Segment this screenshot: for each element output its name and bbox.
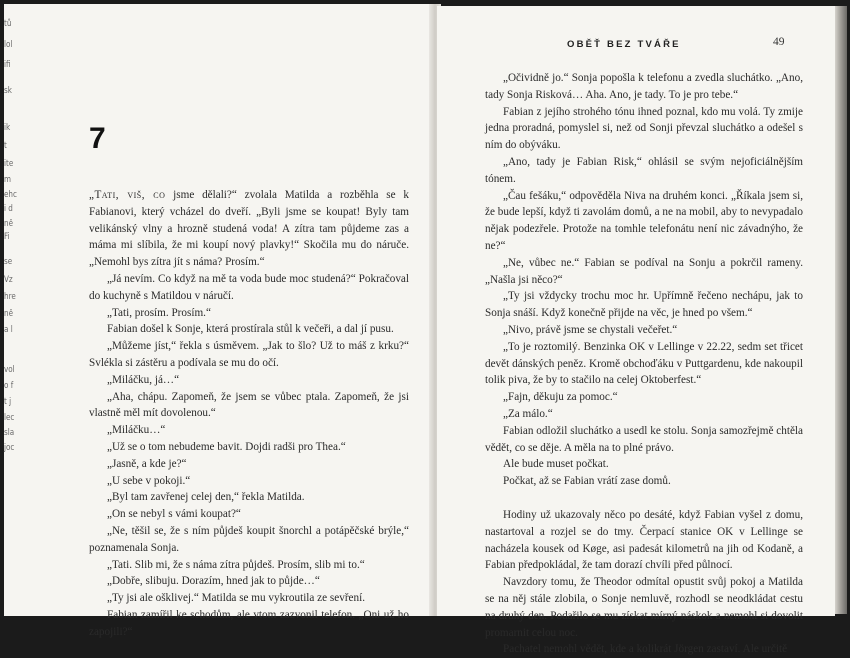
paragraph	[485, 104, 803, 154]
left-page	[4, 4, 434, 638]
paragraph-lead: „Tati, viš, co	[89, 189, 166, 201]
paragraph	[89, 456, 409, 473]
paragraph	[89, 338, 409, 372]
paragraph	[89, 607, 409, 641]
previous-page-text-fragment: se	[4, 257, 13, 267]
paragraph-text: „Jasně, a kde je?“	[107, 457, 187, 470]
right-page-text	[485, 70, 803, 658]
previous-page-text-fragment: joc	[4, 443, 15, 453]
paragraph-text: Počkat, až se Fabian vrátí zase domů.	[503, 475, 671, 488]
previous-page-text-fragment: ite	[4, 159, 14, 169]
paragraph	[485, 255, 803, 289]
paragraph-text: Fabian odložil sluchátko a usedl ke stolu. Sonja samozřejmě chtěla vědět, co se děje. A měla na to plné právo.	[485, 424, 803, 454]
paragraph	[89, 473, 409, 490]
paragraph-text: „Ne, těšil se, že s ním půjdeš koupit šnorchl a potápěčské brýle,“ poznamenala Sonja.	[89, 524, 409, 554]
previous-page-text-fragment: sk	[4, 86, 12, 96]
paragraph-text: Ale bude muset počkat.	[503, 458, 609, 471]
paragraph	[485, 423, 803, 457]
paragraph-text: „Čau fešáku,“ odpověděla Niva na druhém konci. „Říkala jsem si, že bude lepší, když ti zavolám domů, a ne na mobil, aby to nevypadalo nějak podezřele. Protože na tomhle telefonátu není nic závadnýho, že ne?“	[485, 189, 803, 252]
previous-page-text-fragment: Fi	[4, 232, 10, 242]
paragraph-text: „On se nebyl s vámi koupat?“	[107, 508, 241, 521]
paragraph-text: Fabian z jejího strohého tónu ihned poznal, kdo mu volá. Ty zmije jedna proradná, pomyslel si, než od Sonji převzal sluchátko a odešel s ním do obýváku.	[485, 105, 803, 152]
paragraph	[89, 422, 409, 439]
paragraph-text: „Očividně jo.“ Sonja popošla k telefonu a zvedla sluchátko. „Ano, tady Sonja Risková… Aha. Ano, je tady. To je pro tebe.“	[485, 72, 803, 101]
previous-page-text-fragment: Vz	[4, 275, 13, 285]
paragraph	[89, 489, 409, 506]
paragraph	[89, 389, 409, 423]
paragraph-text: „U sebe v pokoji.“	[107, 474, 191, 487]
paragraph-text: „Ty jsi ale ošklivej.“ Matilda se mu vykroutila ze sevření.	[107, 592, 366, 605]
paragraph	[485, 322, 803, 339]
paragraph	[89, 523, 409, 557]
paragraph-text: „Aha, chápu. Zapomeň, že jsem se vůbec ptala. Zapomeň, že jsi vlastně měl mít dovolenou.“	[89, 390, 409, 420]
paragraph-text: „Tati, prosím. Prosím.“	[107, 306, 211, 319]
previous-page-text-fragment: sla	[4, 428, 15, 438]
paragraph-text: „Můžeme jíst,“ řekla s úsměvem. „Jak to šlo? Už to máš z krku?“ Svlékla si zástěru a podívala se mu do očí.	[89, 340, 409, 369]
paragraph	[485, 456, 803, 473]
paragraph-text: „Já nevím. Co když na mě ta voda bude moc studená?“ Pokračoval do kuchyně s Matildou v náručí.	[89, 272, 409, 302]
paragraph-text: „Ty jsi vždycky trochu moc hr. Upřímně řečeno nechápu, jak to Sonja snáší. Když konečně přijde na věc, je hned po všem.“	[485, 290, 803, 320]
paragraph	[89, 590, 409, 607]
paragraph	[485, 70, 803, 104]
paragraph-text: „Fajn, děkuju za pomoc.“	[503, 391, 618, 404]
previous-page-text-fragment: hre	[4, 292, 16, 302]
paragraph	[89, 573, 409, 590]
previous-page-text-fragment: m	[4, 175, 12, 185]
left-page-text	[89, 187, 409, 641]
paragraph	[485, 574, 803, 641]
previous-page-text-fragment: lol	[4, 40, 13, 50]
previous-page-text-fragment: vol	[4, 365, 15, 375]
paragraph-text: „Ne, vůbec ne.“ Fabian se podíval na Sonju a pokrčil rameny. „Našla jsi něco?“	[485, 256, 803, 286]
paragraph	[89, 439, 409, 456]
paragraph-text: „Ano, tady je Fabian Risk,“ ohlásil se svým nejoficiálnějším tónem.	[485, 155, 803, 185]
paragraph	[485, 473, 803, 490]
paragraph	[89, 557, 409, 574]
previous-page-text-fragment: ifi	[4, 60, 11, 70]
paragraph	[89, 187, 409, 271]
paragraph	[485, 641, 803, 658]
paragraph	[89, 305, 409, 322]
paragraph	[89, 321, 409, 338]
paragraph-text: „To je roztomilý. Benzinka OK v Lellinge v 22.22, sedm set třicet devět dánských peněz. Kromě obchoďáku v Puttgardenu, kde nakoupil tolik piva, že by to stačilo na celej Oktoberfest.“	[485, 340, 803, 387]
previous-page-text-fragment: lec	[4, 413, 15, 423]
paragraph-text: „Už se o tom nebudeme bavit. Dojdi radši pro Thea.“	[107, 440, 346, 453]
paragraph-text: „Nivo, právě jsme se chystali večeřet.“	[503, 323, 678, 336]
paragraph	[89, 506, 409, 523]
paragraph-text: Fabian došel k Sonje, která prostírala stůl k večeři, a dal jí pusu.	[107, 323, 394, 336]
paragraph	[89, 372, 409, 389]
page-number: 49	[773, 36, 785, 48]
paragraph	[89, 271, 409, 305]
previous-page-text-fragment: t	[4, 141, 7, 151]
paragraph-text: jsme dělali?“ zvolala Matilda a rozběhla se k Fabianovi, který vcházel do dveří. „Byli jsme se koupat! Byly tam velikánský vlny a hrozně studená voda! A zítra tam půjdeme zas a máma mi slíbila, že mi koupí nový plavky!“ Skočila mu do náruče. „Nemohl bys zítra jít s náma? Prosím.“	[89, 189, 409, 269]
previous-page-text-fragment: a l	[4, 325, 13, 335]
previous-page-text-fragment: ik	[4, 123, 11, 133]
right-page	[437, 6, 835, 656]
paragraph-text: Hodiny už ukazovaly něco po desáté, když Fabian vyšel z domu, nastartoval a rozjel se do tmy. Čerpací stanice OK v Lellinge se nacházela kousek od Køge, asi padesát kilometrů na jih od Kodaně, a Fabian předpokládal, že tam dorazí chvíli před půlnocí.	[485, 508, 803, 572]
paragraph	[485, 389, 803, 406]
page-edges	[835, 6, 847, 614]
previous-page-text-fragment: ně	[4, 219, 13, 229]
paragraph	[485, 188, 803, 255]
paragraph	[485, 154, 803, 188]
paragraph-text: „Byl tam zavřenej celej den,“ řekla Matilda.	[107, 491, 305, 504]
previous-page-text-fragment: o f	[4, 381, 14, 391]
previous-page-text-fragment: ehc	[4, 190, 17, 200]
running-head: OBĚŤ BEZ TVÁŘE	[567, 39, 681, 50]
paragraph-text: Pachatel nemohl vědět, kde a kolikrát Jörgen zastaví. Ale určitě	[503, 643, 788, 656]
paragraph-text: Fabian zamířil ke schodům, ale vtom zazvonil telefon. „Oni už ho zapojili?“	[89, 608, 409, 638]
paragraph-text: „Dobře, slibuju. Dorazím, hned jak to půjde…“	[107, 575, 320, 588]
paragraph-text: „Za málo.“	[503, 407, 553, 420]
chapter-number: 7	[89, 122, 106, 155]
paragraph-text: „Tati. Slib mi, že s náma zítra půjdeš. Prosím, slib mi to.“	[107, 558, 365, 571]
previous-page-text-fragment: i d	[4, 204, 13, 214]
paragraph-text: Navzdory tomu, že Theodor odmítal opustit svůj pokoj a Matilda se na něj stále zlobila, o Sonje nemluvě, rozhodl se neodkládat cestu na druhý den. Podařilo se mu získat mírný náskok a nemohl si dovolit promarnit celou noc.	[485, 576, 803, 639]
previous-page-text-fragment: t j	[4, 397, 12, 407]
paragraph-text: „Miláčku, já…“	[107, 373, 180, 386]
previous-page-bleed	[4, 4, 18, 616]
previous-page-text-fragment: ně	[4, 309, 13, 319]
paragraph	[485, 406, 803, 423]
paragraph	[485, 339, 803, 389]
paragraph	[485, 507, 803, 574]
paragraph-text: „Miláčku…“	[107, 424, 166, 437]
previous-page-text-fragment: tů	[4, 19, 12, 29]
paragraph	[485, 288, 803, 322]
